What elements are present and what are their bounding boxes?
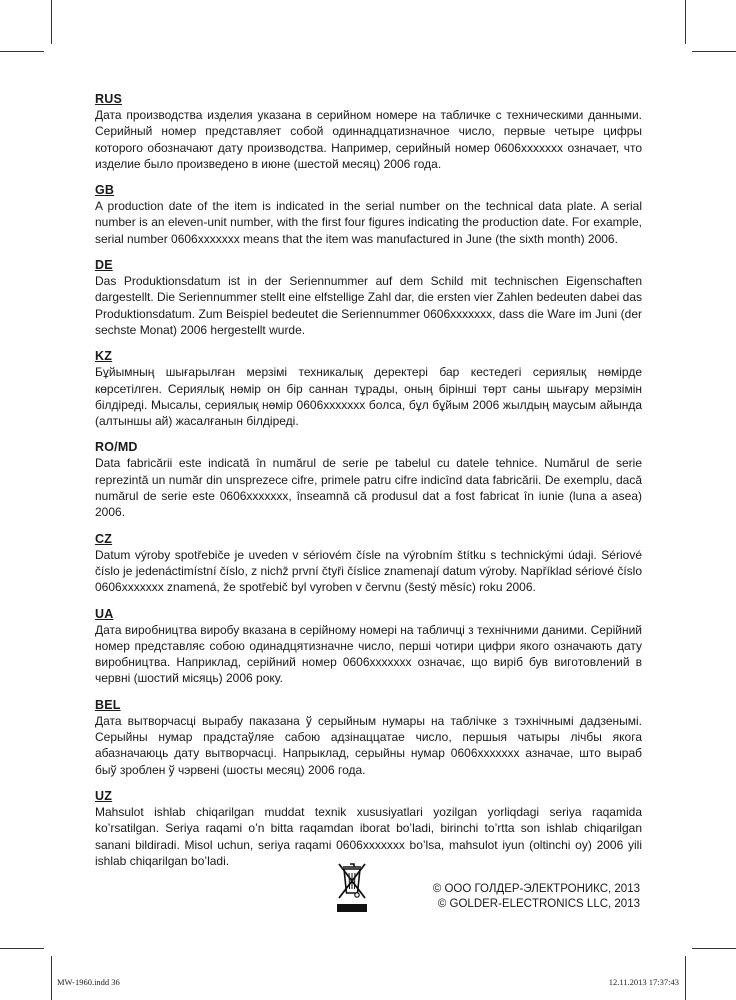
section-text: Mahsulot ishlab chiqarilgan muddat texnik xususiyatlari yozilgan yorliqdagi seriya raqamida ko’rsatilgan. Seriya raqami o’n bitta raqamdan iborat bo’ladi, birinchi to’rtta son ishlab chiqarilgan sanani bildiradi. Misol uchun, seriya raqami 0606xxxxxxx bo’lsa, mahsulot iyun (oltinchi oy) 2006 yili ishlab chiqarilgan bo’ladi.: [95, 804, 642, 868]
section-bel: [95, 698, 642, 778]
crop-mark: [0, 948, 44, 949]
section-ua: [95, 607, 642, 687]
section-text: Data fabricării este indicată în numărul de serie pe tabelul cu datele tehnice. Numărul de serie reprezintă un număr din unsprezece cifre, primele patru cifre indicînd data fabricării. De exemplu, dacă numărul de serie este 0606xxxxxxx, înseamnă că produsul dat a fost fabricat în iunie (luna a asea) 2006.: [95, 456, 642, 520]
language-code: BEL: [95, 697, 121, 712]
section-de: [95, 258, 642, 338]
language-code: KZ: [95, 349, 113, 364]
crop-mark: [51, 956, 52, 1000]
section-text: Дата производства изделия указана в серийном номере на табличке с техническими данными. Серийный номер представляет собой одиннадцатизначное число, первые четыре цифры которого обозначают дату производства. Например, серийный номер 0606xxxxxxx означает, что изделие было произведено в июне (шестой месяц) 2006 года.: [95, 108, 642, 171]
crop-mark: [51, 0, 52, 44]
crop-mark: [692, 948, 736, 949]
language-code: CZ: [95, 531, 113, 546]
section-ro-md: [95, 440, 642, 520]
section-text: Datum výroby spotřebiče je uveden v sériovém čísle na výrobním štítku s technickými údaji. Sériové číslo je jedenáctimístní číslo, z nichž první čtyři číslice znamenají datum výroby. Například sériové číslo 0606xxxxxxx znamená, že spotřebič byl vyroben v červnu (šestý měsíc) roku 2006.: [95, 547, 642, 595]
language-code: DE: [95, 258, 113, 273]
section-text: Дата виробництва виробу вказана в серійному номері на табличці з технічними даними. Серійний номер представляє собою одинадцятизначне число, перші чотири цифри якого означають дату виробництва. Наприклад, серійний номер 0606xxxxxxx означає, що виріб був виготовлений в червні (шостий місяць) 2006 року.: [95, 622, 642, 686]
section-rus: [95, 92, 642, 172]
copyright-block: [433, 882, 640, 912]
section-text: Бұйымның шығарылған мерзімі техникалық деректері бар кестедегі сериялық нөмірде көрсетілген. Сериялық нөмір он бір саннан тұрады, оның бірінші төрт саны шығару мерзімін білдіреді. Мысалы, сериялық нөмір 0606xxxxxxx болса, бұл бұйым 2006 жылдың маусым айында (алтыншы ай) жасалғанын білдіреді.: [95, 365, 642, 429]
crop-mark: [685, 0, 686, 44]
crop-mark: [692, 51, 736, 52]
section-text: Дата вытворчасці вырабу паказана ў серыйным нумары на таблічке з тэхнічнымі дадзенымі. Серыйны нумар прадстаўляе сабою адзінаццатае число, першыя чатыры лічбы якога абазначаюць дату вытворчасці. Напрыклад, серыйны нумар 0606xxxxxxx азначае, што выраб быў зроблен ў чэрвені (шосты месяц) 2006 года.: [95, 713, 642, 777]
print-timestamp: 12.11.2013 17:37:43: [608, 977, 679, 987]
print-file-name: MW-1960.indd 36: [57, 977, 120, 987]
document-body: [95, 92, 642, 880]
crossed-out-wheelie-bin-icon: [334, 858, 370, 914]
section-cz: [95, 532, 642, 596]
language-code: UZ: [95, 788, 113, 803]
section-text: Das Produktionsdatum ist in der Seriennummer auf dem Schild mit technischen Eigenschaften dargestellt. Die Seriennummer stellt eine elfstellige Zahl dar, die ersten vier Zahlen bedeuten dabei das Produktionsdatum. Zum Beispiel bedeutet die Seriennummer 0606xxxxxxx, dass die Ware im Juni (der sechste Monat) 2006 hergestellt wurde.: [95, 274, 642, 337]
section-kz: [95, 349, 642, 429]
language-code: RO/MD: [95, 440, 138, 455]
crop-mark: [0, 51, 44, 52]
copyright-ru: © ООО ГОЛДЕР-ЭЛЕКТРОНИКС, 2013: [432, 883, 640, 895]
section-text: A production date of the item is indicated in the serial number on the technical data plate. A serial number is an eleven-unit number, with the first four figures indicating the production date. For example, serial number 0606xxxxxxx means that the item was manufactured in June (the sixth month) 2006.: [95, 199, 642, 246]
section-gb: [95, 183, 642, 247]
language-code: UA: [95, 606, 114, 621]
language-code: GB: [95, 183, 115, 198]
language-code: RUS: [95, 92, 122, 106]
copyright-en: © GOLDER-ELECTRONICS LLC, 2013: [437, 898, 640, 910]
crop-mark: [685, 956, 686, 1000]
